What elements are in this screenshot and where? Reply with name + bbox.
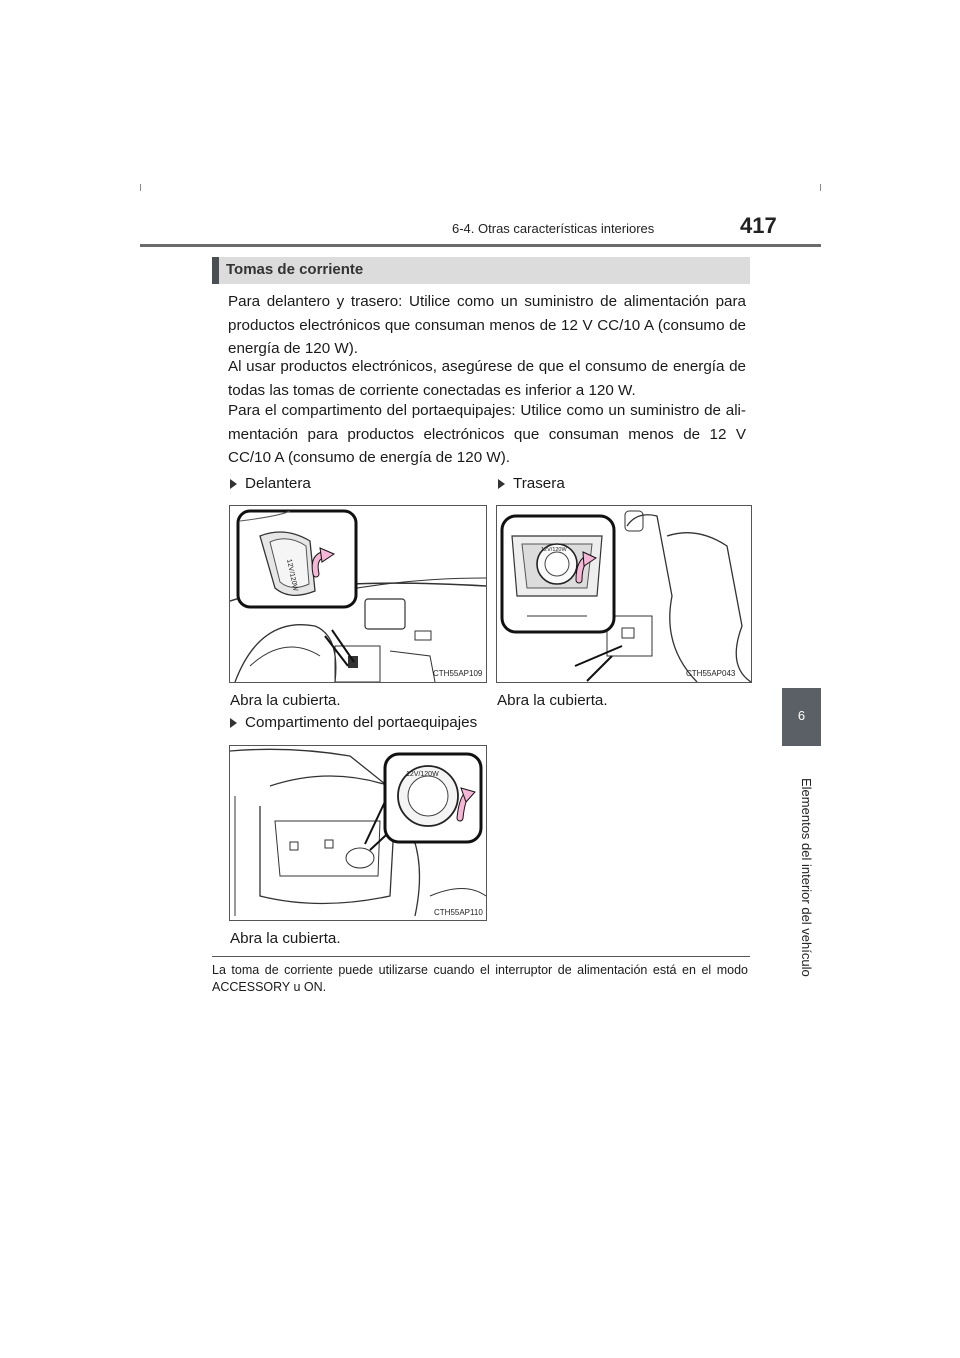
caption-front: Abra la cubierta. [230,692,341,709]
figure-heading-front: Delantera [230,475,311,492]
page-number: 417 [740,213,777,238]
caption-luggage: Abra la cubierta. [230,930,341,947]
figure-code: CTH55AP109 [433,669,483,678]
note-rule [212,956,750,957]
header-rule [140,244,821,247]
front-socket-label: 12V/120W [285,558,299,592]
chapter-number: 6 [797,708,806,723]
running-header: 6-4. Otras características interiores [452,221,655,236]
paragraph-luggage: Para el compartimento del portaequipajes: Utilice como un suministro de ali-mentación para productos electrónicos que consuman menos de 12 V CC/10 A (consumo de energía de 120 W). [228,402,746,466]
section-title: Tomas de corriente [226,261,364,278]
paragraph-power-limit: Al usar productos electrónicos, asegúrese de que el consumo de energía de todas las tomas de corriente conectadas es inferior a 120 W. [228,358,746,399]
figure-heading-rear: Trasera [498,475,565,492]
bullet-triangle-icon [230,718,237,728]
bullet-triangle-icon [498,479,505,489]
footnote: La toma de corriente puede utilizarse cuando el interruptor de alimentación está en el modo ACCESSORY u ON. [212,963,748,994]
paragraph-front-rear: Para delantero y trasero: Utilice como un suministro de alimentación para productos electrónicos que consuman menos de 12 V CC/10 A (consumo de energía de 120 W). [228,293,746,357]
caption-rear: Abra la cubierta. [497,692,608,709]
rear-console-illustration [497,506,751,682]
figure-front-socket [229,505,487,683]
figure-heading-luggage: Compartimento del portaequipajes [230,714,477,731]
bullet-triangle-icon [230,479,237,489]
figure-luggage-socket [229,745,487,921]
figure-code: CTH55AP110 [434,908,483,917]
luggage-compartment-illustration [230,746,486,920]
crop-mark-right [820,184,821,191]
figure-code: CTH55AP043 [686,669,736,678]
front-dashboard-illustration [230,506,486,682]
chapter-tab [782,688,821,746]
figure-rear-socket [496,505,752,683]
crop-mark-left [140,184,141,191]
section-heading-accent [212,257,219,284]
chapter-label: Elementos del interior del vehículo [799,778,814,977]
luggage-socket-label: 12V/120W [406,771,439,778]
rear-socket-label: 12V/120W [541,547,567,553]
